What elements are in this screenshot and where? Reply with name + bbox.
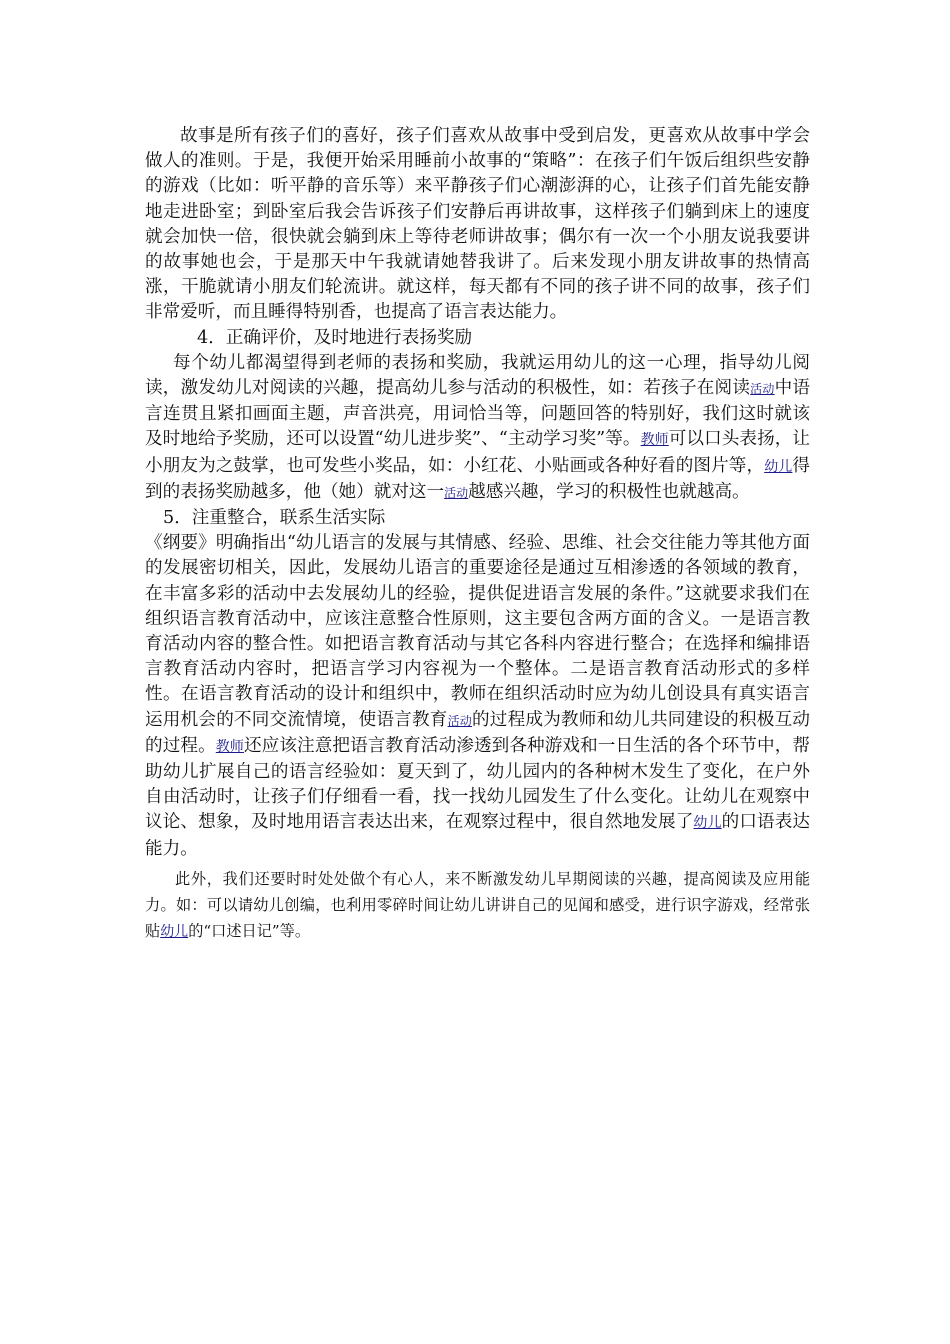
paragraph-text: 每个幼儿都渴望得到老师的表扬和奖励，我就运用幼儿的这一心理，指导幼儿阅读，激发幼儿对阅读的兴趣，提高幼儿参与活动的积极性，如：若孩子在阅读 (145, 352, 810, 399)
paragraph-text: 可以口头表扬，让小朋友为之鼓掌，也可发些小奖品，如：小红花、小贴画或各种好看的图片等， (145, 429, 811, 476)
paragraph-text: 故事是所有孩子们的喜好，孩子们喜欢从故事中受到启发，更喜欢从故事中学会做人的准则。于是，我便开始采用睡前小故事的“策略”：在孩子们午饭后组织些安静的游戏（比如：听平静的音乐等）来平静孩子们心潮澎湃的心，让孩子们首先能安静地走进卧室；到卧室后我会告诉孩子们安静后再讲故事，这样孩子们躺到床上的速度就会加快一倍，很快就会躺到床上等待老师讲故事；偶尔有一次一个小朋友说我要讲的故事她也会，于是那天中午我就请她替我讲了。后来发现小朋友讲故事的热情高涨，干脆就请小朋友们轮流讲。就这样，每天都有不同的孩子讲不同的故事，孩子们非常爱听，而且睡得特别香，也提高了语言表达能力。 (145, 126, 810, 323)
document-page (145, 124, 810, 945)
paragraph-text: 得到的表扬奖励越多，他（她）就对这一 (145, 455, 810, 502)
paragraph-integration (145, 531, 810, 862)
link-huodong[interactable]: 活动 (444, 485, 469, 500)
section-heading-5 (145, 506, 810, 531)
link-jiaoshi[interactable]: 教师 (640, 432, 669, 449)
link-youer[interactable]: 幼儿 (764, 458, 793, 475)
paragraph-text: 此外，我们还要时时处处做个有心人，来不断激发幼儿早期阅读的兴趣，提高阅读及应用能力。如：可以请幼儿创编，也利用零碎时间让幼儿讲讲自己的见闻和感受，进行识字游戏，经常张贴 (145, 869, 810, 940)
paragraph-text: 的过程成为教师和幼儿共同建设的积极互动的过程。 (145, 709, 810, 756)
paragraph-text: 的口语表达能力。 (145, 812, 810, 859)
section-heading-4 (145, 326, 810, 351)
link-huodong[interactable]: 活动 (447, 713, 472, 728)
link-youer[interactable]: 幼儿 (160, 923, 189, 940)
heading-text: 5．注重整合，联系生活实际 (163, 508, 386, 529)
paragraph-text: 的“口述日记”等。 (188, 921, 311, 940)
paragraph-text: 越感兴趣，学习的积极性也就越高。 (468, 481, 750, 502)
paragraph-conclusion (145, 866, 810, 945)
paragraph-praise-reward (145, 351, 810, 506)
paragraph-story-strategy (145, 124, 810, 326)
heading-text: 4．正确评价，及时地进行表扬奖励 (197, 327, 473, 348)
paragraph-text: 还应该注意把语言教育活动渗透到各种游戏和一日生活的各个环节中，帮助幼儿扩展自己的语言经验如：夏天到了，幼儿园内的各种树木发生了变化，在户外自由活动时，让孩子们仔细看一看，找一找幼儿园发生了什么变化。让幼儿在观察中议论、想象，及时地用语言表达出来，在观察过程中，很自然地发展了 (145, 735, 810, 833)
link-jiaoshi[interactable]: 教师 (215, 738, 244, 755)
paragraph-text: 中语言连贯且紧扣画面主题，声音洪亮，用词恰当等，问题回答的特别好，我们这时就该及时地给予奖励，还可以设置“幼儿进步奖”、“主动学习奖”等。 (145, 378, 810, 450)
link-youer[interactable]: 幼儿 (693, 815, 722, 832)
paragraph-text: 《纲要》明确指出“幼儿语言的发展与其情感、经验、思维、社会交往能力等其他方面的发展密切相关，因此，发展幼儿语言的重要途径是通过互相渗透的各领域的教育，在丰富多彩的活动中去发展幼儿的经验，提供促进语言发展的条件。”这就要求我们在组织语言教育活动中，应该注意整合性原则，这主要包含两方面的含义。一是语言教育活动内容的整合性。如把语言教育活动与其它各科内容进行整合；在选择和编排语言教育活动内容时，把语言学习内容视为一个整体。二是语言教育活动形式的多样性。在语言教育活动的设计和组织中，教师在组织活动时应为幼儿创设具有真实语言运用机会的不同交流情境，使语言教育 (145, 533, 810, 730)
link-huodong[interactable]: 活动 (750, 382, 775, 397)
